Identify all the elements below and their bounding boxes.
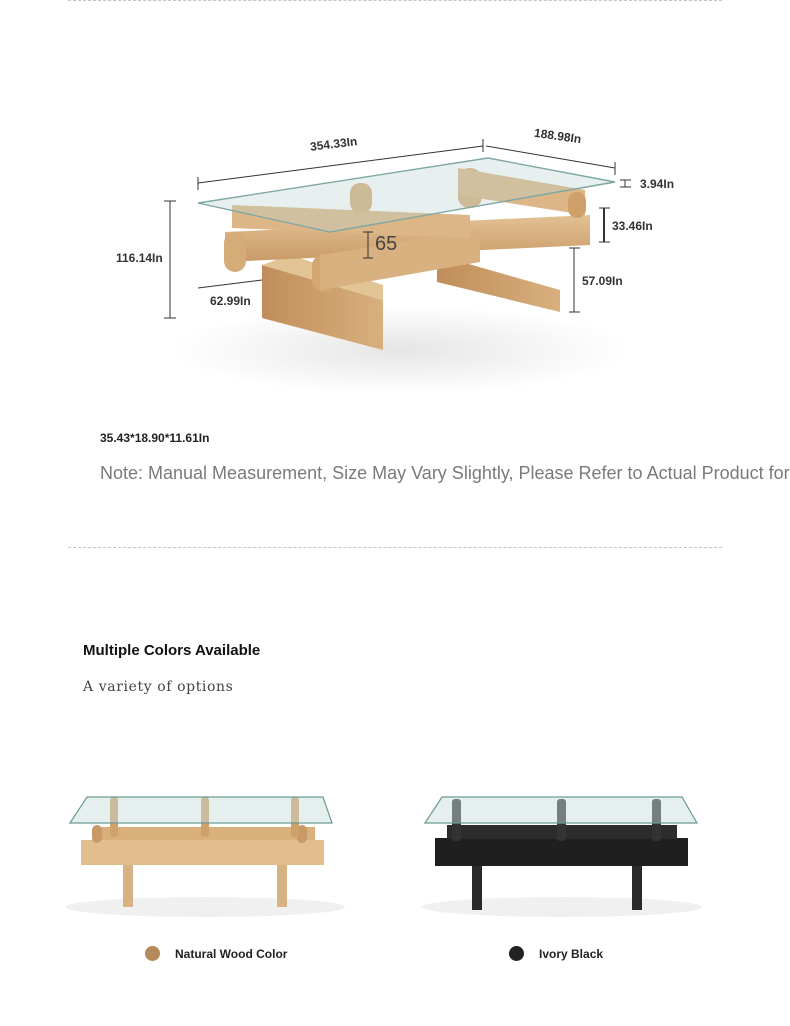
colors-section-subtitle: A variety of options <box>83 679 234 695</box>
variant-label: Natural Wood Color <box>175 946 288 961</box>
lower-beam-end-left <box>224 232 246 272</box>
length-label: 354.33In <box>309 134 359 154</box>
size-summary: 35.43*18.90*11.61In <box>100 431 210 445</box>
variant-label: Ivory Black <box>539 946 604 961</box>
measurement-note: Note: Manual Measurement, Size May Vary Slightly, Please Refer to Actual Product for <box>100 463 790 483</box>
leg-right <box>277 860 287 907</box>
black-color-swatch[interactable] <box>509 946 524 961</box>
depth-line <box>198 280 262 288</box>
leg-right <box>632 860 642 910</box>
glass-thickness-label: 3.94In <box>640 177 675 191</box>
variant-natural[interactable] <box>145 946 287 961</box>
right-end <box>568 192 586 218</box>
width-label: 188.98In <box>533 125 583 147</box>
glass-top <box>425 797 697 823</box>
beam-height-label: 33.46In <box>612 219 653 233</box>
floor-shadow <box>170 305 630 395</box>
leg-height-label: 57.09In <box>582 274 623 288</box>
dimension-diagram <box>0 110 790 420</box>
top-divider <box>68 0 722 1</box>
center-height-label: 65 <box>375 233 398 255</box>
lower-beam <box>81 840 324 865</box>
product-image-natural[interactable] <box>55 775 355 925</box>
glass-top <box>70 797 332 823</box>
product-image-black[interactable] <box>412 775 712 925</box>
leg-left <box>472 860 482 910</box>
lower-beam <box>435 838 688 866</box>
section-divider <box>68 547 722 548</box>
variant-black[interactable] <box>509 946 603 961</box>
total-height-label: 116.14In <box>116 251 163 265</box>
colors-section-title: Multiple Colors Available <box>83 642 261 659</box>
natural-color-swatch[interactable] <box>145 946 160 961</box>
leg-left <box>123 860 133 907</box>
depth-offset-label: 62.99In <box>210 294 251 308</box>
